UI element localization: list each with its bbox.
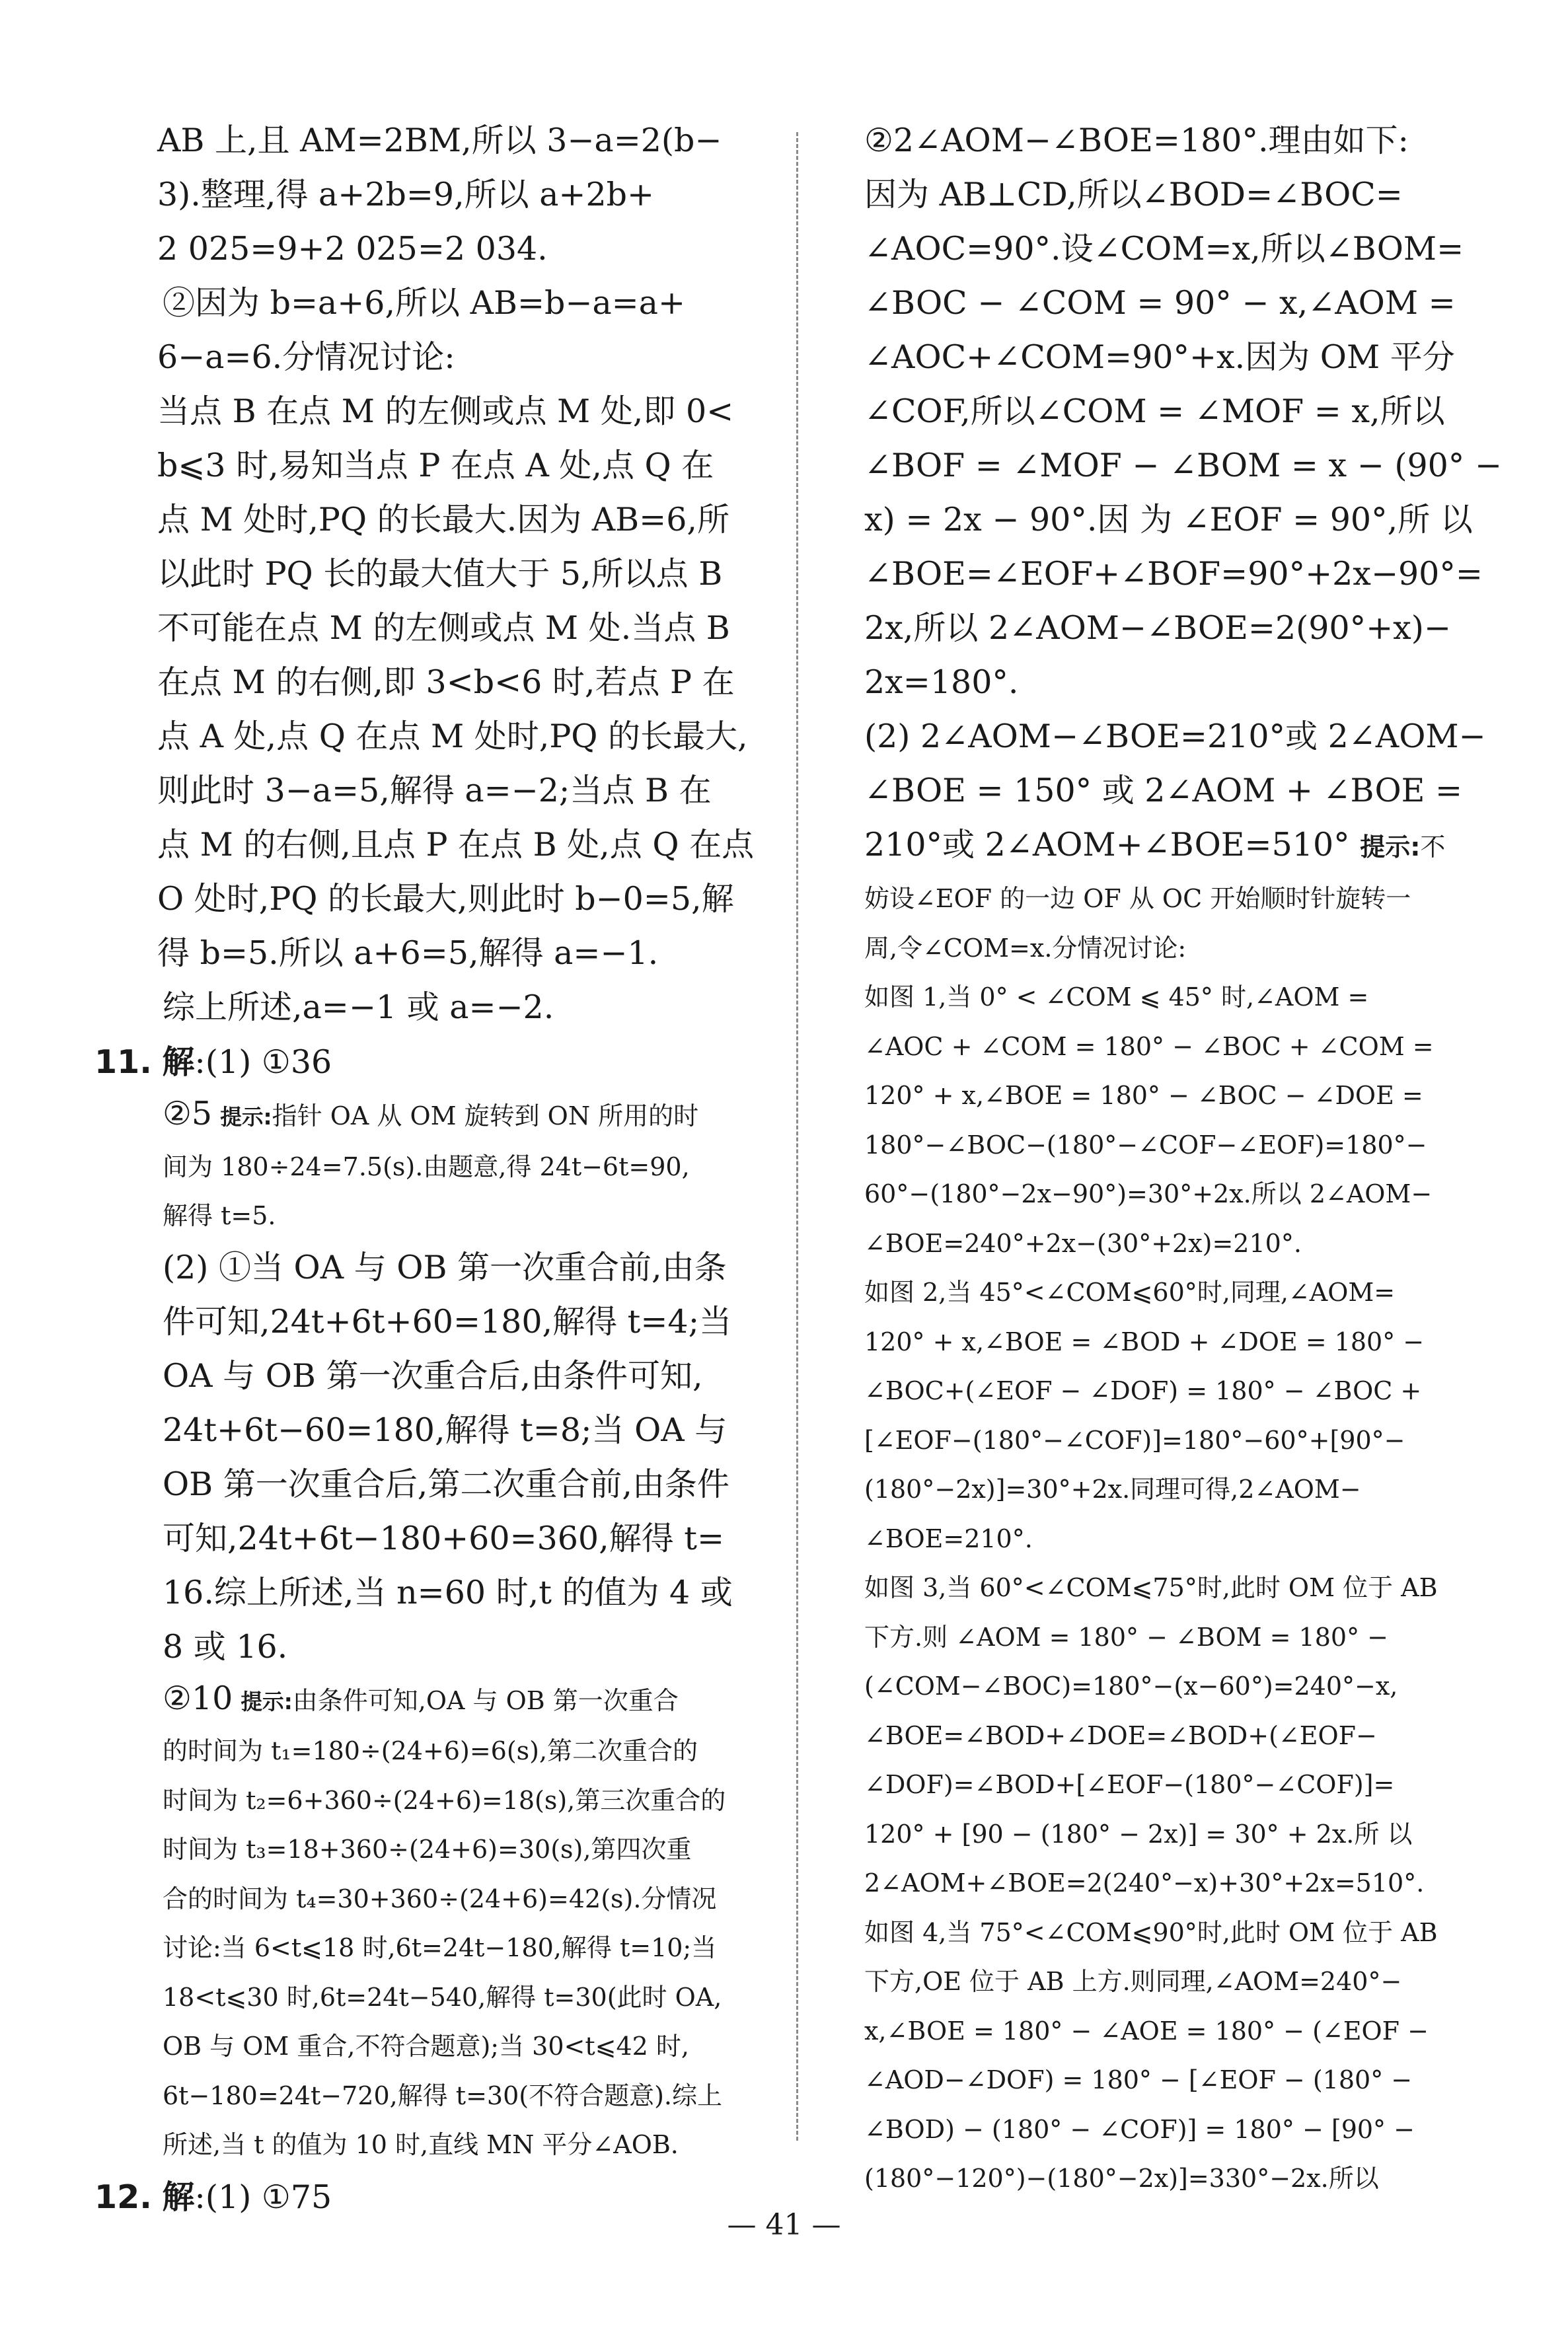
text-line: 60°−(180°−2x−90°)=30°+2x.所以 2∠AOM− [864,1179,1433,1208]
right-column [864,114,1502,2203]
text-line: 不可能在点 M 的左侧或点 M 处.当点 B [157,609,730,647]
text-line: 18<t⩽30 时,6t=24t−540,解得 t=30(此时 OA, [163,1982,722,2012]
text-line: (180°−2x)]=30°+2x.同理可得,2∠AOM− [864,1475,1361,1504]
hint-label: 提示: [1360,832,1421,862]
text-line: ∠DOF)=∠BOD+[∠EOF−(180°−∠COF)]= [864,1770,1395,1799]
text-line: ∠BOE=∠BOD+∠DOE=∠BOD+(∠EOF− [864,1720,1377,1750]
text-line: ②因为 b=a+6,所以 AB=b−a=a+ [163,284,686,322]
text-line: 如图 4,当 75°<∠COM⩽90°时,此时 OM 位于 AB [864,1917,1438,1947]
text-line: 3).整理,得 a+2b=9,所以 a+2b+ [157,176,655,213]
text-line: (2) 2∠AOM−∠BOE=210°或 2∠AOM− [864,718,1486,755]
text-line: 得 b=5.所以 a+6=5,解得 a=−1. [157,934,659,972]
text-line: ∠BOE=210°. [864,1524,1033,1553]
text-line: OA 与 OB 第一次重合后,由条件可知, [163,1356,703,1395]
text-line: 的时间为 t₁=180÷(24+6)=6(s),第二次重合的 [163,1736,698,1765]
text-line: 周,令∠COM=x.分情况讨论: [864,933,1187,963]
answer-text: ②10 [163,1679,233,1717]
text-line: 下方.则 ∠AOM = 180° − ∠BOM = 180° − [864,1622,1389,1652]
text-line: 如图 3,当 60°<∠COM⩽75°时,此时 OM 位于 AB [864,1573,1438,1602]
text-line: 120° + [90 − (180° − 2x)] = 30° + 2x.所 以 [864,1819,1413,1849]
text-line: 下方,OE 位于 AB 上方.则同理,∠AOM=240°− [864,1967,1402,1996]
text-line: OB 第一次重合后,第二次重合前,由条件 [163,1465,729,1503]
text-line: x) = 2x − 90°.因 为 ∠EOF = 90°,所 以 [864,501,1473,538]
text-line: 8 或 16. [163,1627,288,1666]
text-line: 则此时 3−a=5,解得 a=−2;当点 B 在 [157,772,712,809]
text-line: 时间为 t₃=18+360÷(24+6)=30(s),第四次重 [163,1835,692,1864]
text-line: 间为 180÷24=7.5(s).由题意,得 24t−6t=90, [163,1152,690,1181]
answer-text: :(1) ①36 [194,1043,332,1081]
question-number: 12. [94,2178,152,2216]
text-line: AB 上,且 AM=2BM,所以 3−a=2(b− [157,122,722,159]
text-line: 点 M 处时,PQ 的长最大.因为 AB=6,所 [157,501,729,538]
solution-label: 解 [162,1043,195,1081]
hint-text: 不 [1420,832,1446,862]
text-line: 妨设∠EOF 的一边 OF 从 OC 开始顺时针旋转一 [864,884,1411,913]
text-line: ∠BOD) − (180° − ∠COF)] = 180° − [90° − [864,2114,1415,2144]
text-line: ∠COF,所以∠COM = ∠MOF = x,所以 [864,392,1445,430]
hint-label: 提示: [220,1105,272,1130]
text-line: ∠BOE=∠EOF+∠BOF=90°+2x−90°= [864,555,1483,593]
text-line: 2∠AOM+∠BOE=2(240°−x)+30°+2x=510°. [864,1868,1425,1898]
hint-line [163,1674,772,1727]
text-line: 可知,24t+6t−180+60=360,解得 t= [163,1519,725,1557]
text-line: 在点 M 的右侧,即 3<b<6 时,若点 P 在 [157,663,735,701]
text-line: ②2∠AOM−∠BOE=180°.理由如下: [864,122,1409,159]
text-line: 件可知,24t+6t+60=180,解得 t=4;当 [163,1302,732,1341]
text-line: OB 与 OM 重合,不符合题意);当 30<t⩽42 时, [163,2032,689,2061]
question-number: 11. [94,1043,152,1081]
answer-text: ②5 [163,1095,213,1132]
text-line: ∠AOD−∠DOF) = 180° − [∠EOF − (180° − [864,2065,1413,2094]
text-line: 如图 1,当 0° < ∠COM ⩽ 45° 时,∠AOM = [864,982,1369,1012]
text-line: ∠AOC + ∠COM = 180° − ∠BOC + ∠COM = [864,1031,1434,1061]
text-line: 6−a=6.分情况讨论: [157,338,455,376]
text-line: 6t−180=24t−720,解得 t=30(不符合题意).综上 [163,2081,723,2110]
text-line: 解得 t=5. [163,1201,276,1230]
text-line: 2x=180°. [864,663,1019,701]
text-line: 2 025=9+2 025=2 034. [157,230,548,268]
answer-text: 210°或 2∠AOM+∠BOE=510° [864,826,1350,864]
hint-text: 由条件可知,OA 与 OB 第一次重合 [292,1685,679,1715]
text-line: 因为 AB⊥CD,所以∠BOD=∠BOC= [864,176,1403,213]
text-line: 2x,所以 2∠AOM−∠BOE=2(90°+x)− [864,609,1451,647]
question-11-heading [94,1035,772,1089]
text-line: 讨论:当 6<t⩽18 时,6t=24t−180,解得 t=10;当 [163,1933,717,1962]
text-line: b⩽3 时,易知当点 P 在点 A 处,点 Q 在 [157,447,714,484]
text-line: ∠BOE=240°+2x−(30°+2x)=210°. [864,1228,1302,1258]
text-line: 如图 2,当 45°<∠COM⩽60°时,同理,∠AOM= [864,1278,1396,1307]
text-line: 时间为 t₂=6+360÷(24+6)=18(s),第三次重合的 [163,1785,726,1815]
text-line: 180°−∠BOC−(180°−∠COF−∠EOF)=180°− [864,1130,1427,1160]
page-number: — 41 — [727,2208,841,2242]
text-line: 120° + x,∠BOE = 180° − ∠BOC − ∠DOE = [864,1081,1423,1110]
text-line: ∠AOC=90°.设∠COM=x,所以∠BOM= [864,230,1464,268]
text-line: (2) ①当 OA 与 OB 第一次重合前,由条 [163,1248,727,1286]
text-line: 点 M 的右侧,且点 P 在点 B 处,点 Q 在点 [157,826,755,864]
text-line: ∠BOF = ∠MOF − ∠BOM = x − (90° − [864,447,1502,484]
text-line: 16.综上所述,当 n=60 时,t 的值为 4 或 [163,1573,733,1611]
text-line: x,∠BOE = 180° − ∠AOE = 180° − (∠EOF − [864,2016,1429,2046]
text-line: [∠EOF−(180°−∠COF)]=180°−60°+[90°− [864,1425,1405,1455]
solution-label: 解 [162,2177,195,2216]
text-line: ∠BOE = 150° 或 2∠AOM + ∠BOE = [864,772,1463,809]
text-line: ∠BOC+(∠EOF − ∠DOF) = 180° − ∠BOC + [864,1376,1422,1405]
text-line: 所述,当 t 的值为 10 时,直线 MN 平分∠AOB. [163,2130,679,2159]
text-line: 以此时 PQ 长的最大值大于 5,所以点 B [157,555,723,593]
hint-text: 指针 OA 从 OM 旋转到 ON 所用的时 [272,1101,699,1130]
hint-line [864,818,1472,874]
text-line: 当点 B 在点 M 的左侧或点 M 处,即 0< [157,392,734,430]
text-line: 点 A 处,点 Q 在点 M 处时,PQ 的长最大, [157,718,748,755]
text-line: O 处时,PQ 的长最大,则此时 b−0=5,解 [157,880,734,918]
text-line: 综上所述,a=−1 或 a=−2. [163,988,554,1026]
text-line: ∠AOC+∠COM=90°+x.因为 OM 平分 [864,338,1455,376]
text-line: 120° + x,∠BOE = ∠BOD + ∠DOE = 180° − [864,1327,1425,1356]
column-divider [796,132,798,2141]
text-line: (180°−120°)−(180°−2x)]=330°−2x.所以 [864,2164,1379,2193]
hint-line [163,1089,772,1142]
answer-text: :(1) ①75 [194,2178,332,2216]
text-line: 24t+6t−60=180,解得 t=8;当 OA 与 [163,1411,728,1449]
text-line: (∠COM−∠BOC)=180°−(x−60°)=240°−x, [864,1672,1398,1701]
text-line: ∠BOC − ∠COM = 90° − x,∠AOM = [864,284,1456,322]
text-line: 合的时间为 t₄=30+360÷(24+6)=42(s).分情况 [163,1884,717,1913]
hint-label: 提示: [241,1689,293,1715]
left-column [94,114,772,2225]
